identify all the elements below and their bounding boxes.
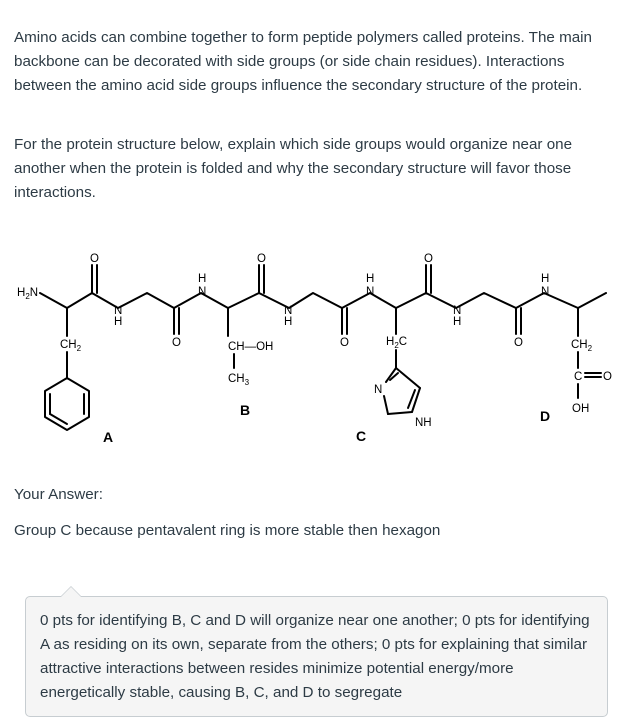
- amide-hydrogen: H: [366, 273, 375, 285]
- amide-hydrogen: H: [114, 316, 123, 328]
- carbonyl-oxygen: O: [172, 337, 181, 349]
- side-chain-b-ch3: $CH_3$: [228, 373, 250, 387]
- question-paragraph-1: Amino acids can combine together to form peptide polymers called proteins. The main backbone can be decorated with side groups (or side chain residues). Interactions between the amino acid side groups influence the secondary structure of the protein.: [14, 29, 592, 94]
- amide-nitrogen: N: [114, 305, 123, 317]
- carboxyl-oh: OH: [572, 403, 590, 415]
- carboxyl-carbon: C: [574, 371, 583, 383]
- imidazole-nitrogen: N: [374, 384, 383, 396]
- carbonyl-oxygen: O: [514, 337, 523, 349]
- group-label-a: A: [103, 429, 114, 445]
- amide-nitrogen: N: [284, 305, 293, 317]
- side-chain-d-ch2: $CH_2$: [571, 339, 593, 353]
- side-chain-c-h2c: $H_2C$: [386, 336, 408, 350]
- carbonyl-oxygen: O: [90, 253, 99, 265]
- amide-nitrogen: N: [366, 286, 375, 298]
- backbone-chain: [40, 293, 606, 308]
- feedback-comment-box: [25, 596, 608, 717]
- carbonyl-oxygen: O: [257, 253, 266, 265]
- carbonyl-oxygen: O: [340, 337, 349, 349]
- answer-label: Your Answer:: [14, 486, 103, 503]
- n-terminus-label: $H_2N$: [17, 287, 39, 301]
- amide-hydrogen: H: [198, 273, 207, 285]
- amide-hydrogen: H: [284, 316, 293, 328]
- side-chain-a-ch2: $CH_2$: [60, 339, 82, 353]
- group-label-c: C: [356, 428, 367, 444]
- carbonyl-oxygen: O: [424, 253, 433, 265]
- feedback-pointer-arrow: [60, 586, 82, 597]
- benzene-ring: [45, 378, 89, 430]
- amide-nitrogen: N: [541, 286, 550, 298]
- amide-hydrogen: H: [541, 273, 550, 285]
- carboxyl-oxygen: O: [603, 371, 612, 383]
- amide-hydrogen: H: [453, 316, 462, 328]
- answer-text: Group C because pentavalent ring is more stable then hexagon: [14, 522, 441, 539]
- protein-structure-diagram: [0, 240, 626, 455]
- feedback-text: 0 pts for identifying B, C and D will organize near one another; 0 pts for identifying A as residing on its own, separate from the others; 0 pts for explaining that similar attractive interactions between resides minimize potential energy/more energetically stable, causing B, C, and D to segregate: [40, 612, 590, 701]
- imidazole-nh: NH: [415, 417, 432, 429]
- imidazole-ring: [384, 368, 420, 414]
- amide-nitrogen: N: [198, 286, 207, 298]
- question-paragraph-2: For the protein structure below, explain which side groups would organize near one another when the protein is folded and why the secondary structure will favor those interactions.: [14, 136, 573, 201]
- group-label-b: B: [240, 402, 251, 418]
- group-label-d: D: [540, 408, 551, 424]
- amide-nitrogen: N: [453, 305, 462, 317]
- side-chain-b-choh: CH—OH: [228, 341, 274, 353]
